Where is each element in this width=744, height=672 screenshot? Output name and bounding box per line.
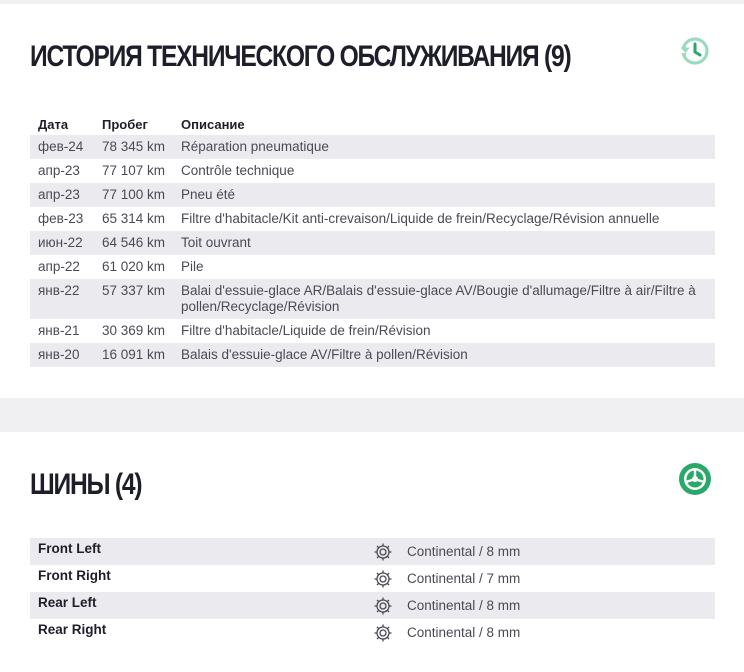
row-description: Pneu été [173, 183, 715, 207]
tire-position: Rear Left [38, 595, 97, 610]
row-description: Balais d'essuie-glace AV/Filtre à pollen/Révision [173, 343, 715, 367]
list-item [30, 565, 715, 592]
tire-info: Continental / 8 mm [407, 598, 521, 613]
list-item [30, 619, 715, 646]
tire-position: Rear Right [38, 622, 107, 637]
row-date: апр-22 [38, 259, 80, 274]
service-history-table [30, 113, 715, 367]
row-mileage: 61 020 km [102, 259, 166, 274]
row-description: Pile [181, 259, 204, 274]
row-description: Contrôle technique [181, 163, 295, 178]
gear-icon [373, 542, 393, 562]
column-header-date: Дата [38, 116, 69, 132]
service-history-card [0, 4, 744, 398]
table-row [30, 135, 715, 159]
row-mileage: 77 107 km [102, 163, 166, 178]
row-date: апр-23 [30, 183, 94, 207]
table-header [30, 113, 715, 135]
row-date: янв-22 [30, 279, 94, 319]
row-mileage: 64 546 km [94, 231, 173, 255]
row-description: Réparation pneumatique [173, 135, 715, 159]
table-row [30, 319, 715, 343]
tires-list [30, 538, 715, 646]
gear-icon [373, 596, 393, 616]
table-row [30, 159, 715, 183]
tire-position: Front Right [38, 568, 111, 583]
row-date: апр-23 [38, 163, 80, 178]
gear-icon [373, 569, 393, 589]
tires-title: ШИНЫ (4) [30, 468, 142, 501]
tire-info: Continental / 7 mm [407, 571, 521, 586]
row-description: Toit ouvrant [173, 231, 715, 255]
table-row [30, 279, 715, 319]
list-item [30, 592, 715, 619]
column-header-mileage: Пробег [102, 116, 148, 132]
gear-icon [373, 623, 393, 643]
row-mileage: 65 314 km [102, 211, 166, 226]
row-mileage: 57 337 km [94, 279, 173, 319]
table-row [30, 207, 715, 231]
row-mileage: 77 100 km [94, 183, 173, 207]
tire-icon [678, 462, 712, 496]
tire-info: Continental / 8 mm [407, 625, 521, 640]
row-date: янв-21 [38, 323, 80, 338]
list-item [30, 538, 715, 565]
row-date: июн-22 [30, 231, 94, 255]
row-description: Filtre d'habitacle/Liquide de frein/Révision [181, 323, 431, 338]
tires-card [0, 432, 744, 672]
column-header-description: Описание [181, 116, 245, 132]
row-date: янв-20 [30, 343, 94, 367]
tire-position: Front Left [38, 541, 101, 556]
row-description: Balai d'essuie-glace AR/Balais d'essuie-glace AV/Bougie d'allumage/Filtre à air/Filtre à pollen/Recyclage/Révision [173, 279, 715, 319]
row-mileage: 16 091 km [94, 343, 173, 367]
history-icon [677, 34, 711, 68]
tire-info: Continental / 8 mm [407, 544, 521, 559]
table-row [30, 231, 715, 255]
row-mileage: 30 369 km [102, 323, 166, 338]
row-date: фев-23 [38, 211, 84, 226]
row-mileage: 78 345 km [94, 135, 173, 159]
row-description: Filtre d'habitacle/Kit anti-crevaison/Liquide de frein/Recyclage/Révision annuelle [181, 211, 660, 226]
table-row [30, 183, 715, 207]
row-date: фев-24 [30, 135, 94, 159]
table-row [30, 255, 715, 279]
service-history-title: ИСТОРИЯ ТЕХНИЧЕСКОГО ОБСЛУЖИВАНИЯ (9) [30, 40, 571, 73]
table-row [30, 343, 715, 367]
